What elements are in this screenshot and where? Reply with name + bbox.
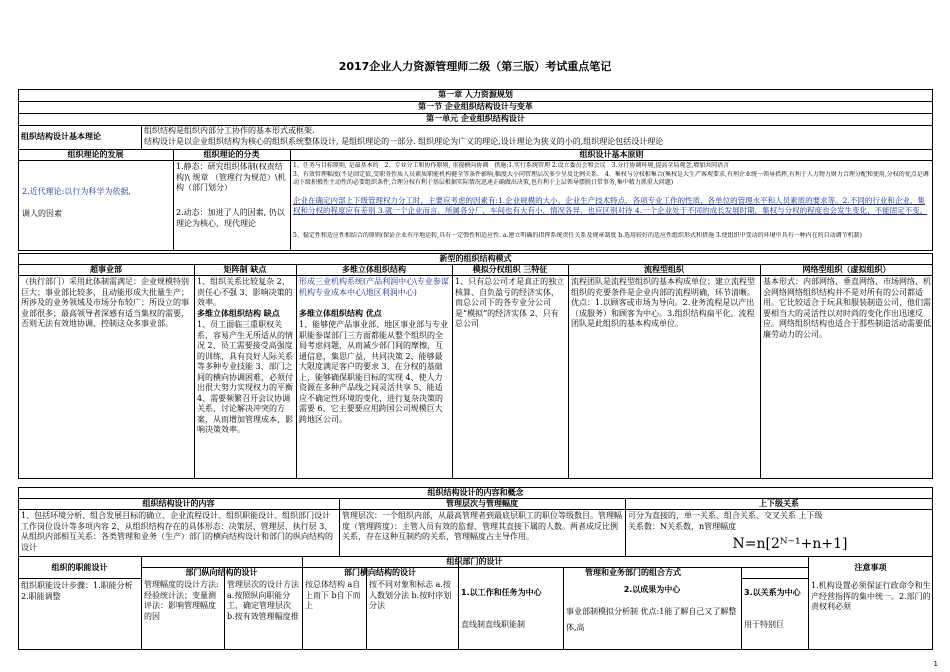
design-content-text: 1、包括环境分析、组合发展目标的确立、企业流程设计、组织职能设计、组织部门设计工作岗位设计等多项内容 2、从组织结构存在的具体形态：决策层、管理层、执行层 3、从组织内部相互关系：各类管理和业务（生产）部门的横向结构设计和部门的纵向结构的设计 <box>21 511 333 552</box>
notes-header: 注意事项 <box>854 563 887 572</box>
principles-p1: 1、任务与目标原则, 是最基本的 2、专业分工和协作原则, 重视横向协调 措施:1.实行系统管理 2.设立委员会和会议 3.分行协调环境,提高全局观念,增加共同语言 <box>293 162 730 169</box>
vertical-col-a: 管理幅度的设计方法:经验统计法；变量测评法：影响管理幅度的因 <box>144 580 219 621</box>
model-multidim-drawbacks-text: 1、员工面临三重职权关系，容易产生无所适从的情况 2、员工需要接受高强度的训练，具有良好人际关系等多种专业技能 3、部门之间的横向协调困难，必须付出很大努力实现权力的平衡 4、需要频繁召开会议协调关系，讨论解决冲突的方案，从而增加管理成本，影响决策效率。 <box>197 320 293 434</box>
horizontal-header: 部门横向结构的设计 <box>344 568 416 577</box>
notes-text: 1.机构设置必须保证行政命令和生产经营指挥的集中统一。2.部门的责权利必须 <box>811 581 931 611</box>
model-simulated-text: 1、只有总公司才是真正的独立核算、自负盈亏的经济实体，而总公司下的各专业分公司是“模拟”的经济实体 2、只有总公司 <box>455 277 565 328</box>
new-models-title: 新型的组织结构模式 <box>439 254 512 263</box>
content-concept-title: 组织结构设计的内容和概念 <box>427 488 524 497</box>
model-network-text: 基本形式：内部网络、垂直网络、市场网络、机会网络网络组织结构并不是对所有的公司都适用。它比较适合于玩具和服装制造公司，他们需要相当大的灵活性以对时尚的变化作出迅速反应。网络组织结构也适合于那些制造活动需要低廉劳动力的公司。 <box>763 277 931 339</box>
superior-subordinate-text: 可分为直接的，单一关系、组合关系、交叉关系 上下级关系数：N关系数，n管理幅度 <box>628 511 823 531</box>
mgmt-col2-text: 事业部制模拟分析制 优点:1能了解自己又了解整体,高 <box>566 607 737 632</box>
model-header-super-division: 超事业部 <box>90 265 122 274</box>
model-super-division-text: （执行部门）采用此体制需满足：企业规模特别巨大；事业部比较多，且动能形成大批量生产；所涉及的业务领域及市场分布较广；所设立的事业部很多；最高领导者深感有适当集权的需要，否则无法有效地协调、控制这众多事业部。 <box>21 277 189 328</box>
design-content-header: 组织结构设计的内容 <box>142 499 215 508</box>
func-design-header: 组织的职能设计 <box>51 563 108 572</box>
mgmt-business-header: 管理和业务部门的组合方式 <box>585 568 681 577</box>
model-matrix-drawbacks: 1、组织关系比较复杂 2、责任心不强 3、影响决策的效率。 <box>197 277 293 307</box>
superior-subordinate-header: 上下级关系 <box>759 499 799 508</box>
development-item2: 2.近代理论:以行为科学为依据, <box>22 187 131 196</box>
classification-item2: 2.动态：加进了人的因素, 仍以理论为核心，现代理论 <box>176 208 285 228</box>
classification-item1: 1.静态：研究组织体制(权责结构)\ 规章 （管理行为规范）\机 构（部门划分） <box>176 162 286 192</box>
model-header-multidimensional: 多维立体组织结构 <box>342 265 406 274</box>
span-formula: N=n[2ᴺ⁻¹+n+1] <box>732 536 848 552</box>
chapter-heading: 第一章 人力资源规划 <box>438 90 513 99</box>
model-header-matrix: 矩阵制 缺点 <box>223 265 267 274</box>
func-design-text: 组织职能设计步骤：1.职能分析 2.职能调整 <box>21 581 133 601</box>
mgmt-col3-title: 3.以关系为中心 <box>744 588 801 597</box>
basic-theory-line2: 结构设计是以企业组织结构为核心的组织系统整体设计, 是组织理论的一部分. 组织理论为广义的理论,设计理论为狭义的小的,组织理论包括设计理论 <box>144 137 664 146</box>
horizontal-col-b: 按不同对象和标志 a.按人数划分法 b.按时序划分法 <box>369 580 452 610</box>
model-multidim-advantages-text: 1、能够使产品事业部、地区事业部与专业职能参谋部门三方面都能从整个组织的全局考虑问题，从而减少部门间的摩擦，互通信息，集思广益，共同决策 2、能够最大限度满足客户的要求 3、在分权的基础上，能够确保职能目标的实现 4、使人力资源在多种产品线之间灵活共享 5、能适应不确定性环境的变化，进行复杂决策的需要 6、它主要要应用跨国公司规模巨大跨地区公司。 <box>299 320 449 424</box>
model-header-process: 流程型组织 <box>644 265 684 274</box>
mgmt-col2-title: 2.以成果为中心 <box>623 585 681 594</box>
model-header-network: 网络型组织（虚拟组织） <box>802 265 891 274</box>
development-item3: 调人的因素 <box>22 209 62 218</box>
model-multidim-structure: 形成三业机构系统(产品利润中心\专业参谋机构专业成本中心\地区利润中心) <box>299 277 449 297</box>
document-title: 2017企业人力资源管理师二级（第三版）考试重点笔记 <box>338 60 612 73</box>
basic-theory-label: 组织结构设计基本理论 <box>21 132 101 141</box>
mgmt-col3-text: 用于特别巨 <box>744 620 784 629</box>
model-multidim-drawbacks-title: 多维立体组织结构 缺点 <box>197 309 280 318</box>
model-process-text: 流程团队是流程型组织的基本构成单位；建立流程型组织的充要条件是企业内部的流程明确，环节清晰。优点：1.以顾客或市场为导向。2.业务流程是以产出（成服务）和顾客为中心。3.组织结构扁平化。流程团队是此组织的基本构成单位。 <box>571 277 755 328</box>
model-header-simulated: 模拟分权组织 三特征 <box>472 265 548 274</box>
basic-theory-line1: 组织结构是组织内部分工协作的基本形式或框架. <box>144 126 315 135</box>
vertical-header: 部门纵向结构的设计 <box>185 568 258 577</box>
classification-header: 组织理论的分类 <box>203 150 260 159</box>
mgmt-col1-title: 1.以工作和任务为中心 <box>461 588 542 597</box>
vertical-col-b: 管理层次的设计方法 a.按照纵向职能分工，确定管理层次 b.按有效管理幅度推 <box>227 580 299 621</box>
mgmt-col1-text: 直线制直线职能制 <box>461 620 525 629</box>
principles-p2: 3、有效管理幅度(不是固定值,受职务性质人员素质职能机构健全等条件影响,幅度大小同管理层次多少呈反比例关系. 4、集权与分权相集合(集权是大生产客观要求,有利企业统一领导指挥,有利于人力物力财力合理分配和使用,分权的优点是调动下级积极性主动性的必要组织条件,合理分权有利于基层根据实际情况迅速正确做出决策,也有利于上层领导摆脱日常事务,集中精力抓重大问题) <box>293 171 929 187</box>
principles-header: 组织设计基本原则 <box>579 150 644 159</box>
development-header: 组织理论的发展 <box>67 150 124 159</box>
page-number: 1 <box>933 660 938 668</box>
principles-p2b: 企业在确定内部上下级管理权力分工时，主要应考虑的因素有:1.企业规模的大小、企业生产技术特点、各项专业工作的性质、各单位的管理水平和人员素质的要求等。2.不同的行业和企业，集权和分权的程度应有差别 3.就一个企业而言，所属各分厂，车间也有大有小，情况各异，也应区别对待 4.一个企业处于不同的成长发展时期，集权与分权的程度也会发生变化，不能固定不变。 <box>293 196 928 215</box>
unit-heading: 第一单元 企业组织结构设计 <box>426 114 525 123</box>
section-heading: 第一节 企业组织结构设计与变革 <box>418 102 533 111</box>
model-multidim-advantages-title: 多维立体组织结构 优点 <box>299 309 382 318</box>
principles-p3: 5、稳定性和适应性相结合的原则(保证企业有序地运转,具有一定弹性和适应性. a.建立明确的指挥系统责任关系及规章制度 b.选用较好的适应性组织形式和措施 3.使组织中变动的环境中具有一种内在的自动调节机制) <box>293 232 862 239</box>
horizontal-col-a: 按总体结构 a自上而下 b自下而上 <box>305 580 361 610</box>
dept-design-title: 组织部门的设计 <box>446 557 503 566</box>
levels-breadth-header: 管理层次与管理幅度 <box>446 499 518 508</box>
levels-breadth-text: 管理层次：一个组织内部，从最高管理者到最底层职工的职位等级数目。管理幅度（管理跨度）：主管人员有效的监督、管理其直接下属的人数。两者成反比例关系，存在这种互制约的关系，管理幅度占主导作用。 <box>342 511 622 541</box>
